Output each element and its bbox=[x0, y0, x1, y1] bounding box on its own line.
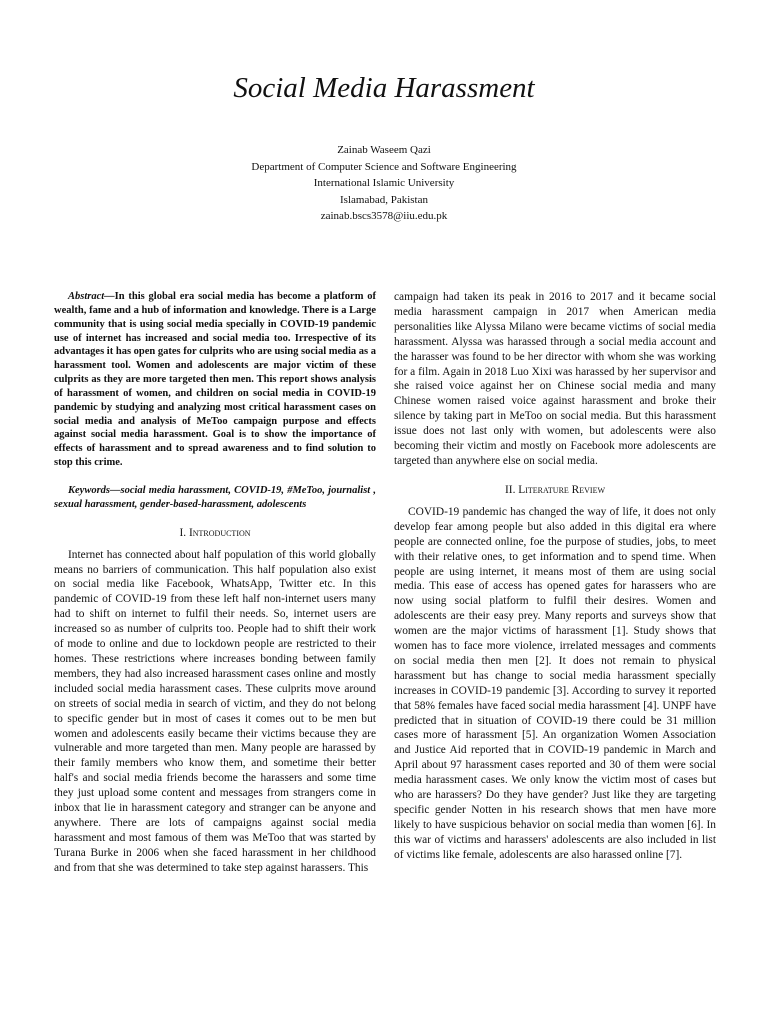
section-heading-introduction bbox=[54, 526, 376, 541]
author-email: zainab.bscs3578@iiu.edu.pk bbox=[320, 210, 448, 222]
author-department: Department of Computer Science and Software Engineering bbox=[251, 160, 517, 173]
abstract bbox=[54, 290, 376, 470]
keywords bbox=[54, 484, 376, 512]
introduction-continuation: campaign had taken its peak in 2016 to 2017 and it became social media harassment campaign in 2017 when American media personalities like Alyssa Milano were became victims of social media harassment. Alyssa was harassed through a social media account and the harasser was found to be her director with whom she was working for a film. Again in 2018 Luo Xixi was harassed by her supervisor and she raised voice against her on Chinese social media and many Chinese women raised voice against harassment and broke their silence by taking part in MeToo on social media. But this harassment issue does not last only with women, but adolescents were also becoming their victim and mostly on Facebook more adolescents are targeted than anywhere else on social media. bbox=[394, 291, 716, 467]
section-title: Introduction bbox=[188, 526, 251, 539]
left-column bbox=[54, 290, 376, 876]
keywords-label: Keywords— bbox=[68, 484, 121, 496]
keywords-text: social media harassment, COVID-19, #MeToo, journalist , sexual harassment, gender-based-harassment, adolescents bbox=[54, 484, 376, 510]
section-number: I. bbox=[179, 526, 187, 539]
page-title: Social Media Harassment bbox=[233, 72, 535, 104]
introduction-paragraph: Internet has connected about half population of this world globally means no barriers of communication. This half population also exist on social media like Facebook, WhatsApp, Twitter etc. In this pandemic of COVID-19 from these left half non-internet users many had to shift on internet to fulfil their needs. So, internet users are increased so as number of culprits too. People had to shift their work of mode to online and due to lockdown people are restricted to their homes. These restrictions where increases bonding between family members, they had also increased harassment cases online and mostly included social media harassment cases. These culprits move around on streets of social media in search of victim, and they do not belong to specific gender but in most of cases it comes out to be men but women and adolescents easily became their victims because they are vulnerable and more targeted than men. Many people are harassed by their family members who know them, and sometime their better half's and social media friends become the harassers and some time they just upload some content and messages from strangers come in inbox that lie in harassment category and stranger can be anyone and anywhere. There are lots of campaigns against social media harassment and most famous of them was MeToo that was started by Turana Burke in 2006 when she faced harassment in her childhood and from that she was determined to take step against harassers. This bbox=[54, 548, 376, 874]
author-name: Zainab Waseem Qazi bbox=[337, 144, 431, 156]
author-block bbox=[0, 142, 768, 225]
literature-review-paragraph: COVID-19 pandemic has changed the way of life, it does not only develop fear among people but also added in this digital era where people are connected online, foe the purpose of studies, jobs, to meet with their relative ones, to get information and to spend time. When people are using internet, it means most of them are using social media. This ease of access has opened gates for harassers who are now using social platform to fulfil their desires. Women and adolescents are their easy prey. Many reports and surveys show that women are the major victims of harassment [1]. Study shows that women has to face more violence, irrelated messages and comments on social media then men [2]. It does not remain to physical harassment but has change to social media harassment specially increases in COVID-19 pandemic [3]. According to survey it reported that 58% females have faced social media harassment [4]. UNPF have predicted that in situation of COVID-19 there could be 31 million cases more of harassment [5]. An organization Women Association and Justice Aid reported that in COVID-19 pandemic in March and April about 97 harassment cases reported and 30 of them were social media harassment cases. We only know the victim most of cases but who are harassers? Do they have gender? Just like they are targeting specific gender Notten in his research shows that men have more likely to have suspicious behavior on social media than women [6]. In this war of victims and harassers' adolescents are also included in list of victims like female, adolescents are also harassed online [7]. bbox=[394, 505, 716, 861]
section-title: Literature Review bbox=[518, 483, 606, 496]
abstract-text: In this global era social media has become a platform of wealth, fame and a hub of information and knowledge. There is a Large community that is using social media specially in COVID-19 pandemic use of internet has increased and social media too. Irrespective of its advantages it has open gates for culprits who are using social media as a harassment tool. Women and adolescents are major victim of these culprits as they are more targeted then men. This report shows analysis of harassment of women, and children on social media in COVID-19 pandemic by studying and analyzing most critical harassment cases on social media and analysis of MeToo campaign purpose and effects against social media harassment. Goal is to show the importance of effects of harassment and to spread awareness and to find solution to stop this crime. bbox=[54, 291, 376, 469]
author-university: International Islamic University bbox=[313, 177, 455, 189]
section-heading-literature-review bbox=[394, 483, 716, 498]
author-location: Islamabad, Pakistan bbox=[340, 193, 428, 206]
section-number: II. bbox=[504, 483, 516, 496]
right-column bbox=[394, 290, 716, 863]
abstract-label: Abstract— bbox=[68, 291, 115, 302]
